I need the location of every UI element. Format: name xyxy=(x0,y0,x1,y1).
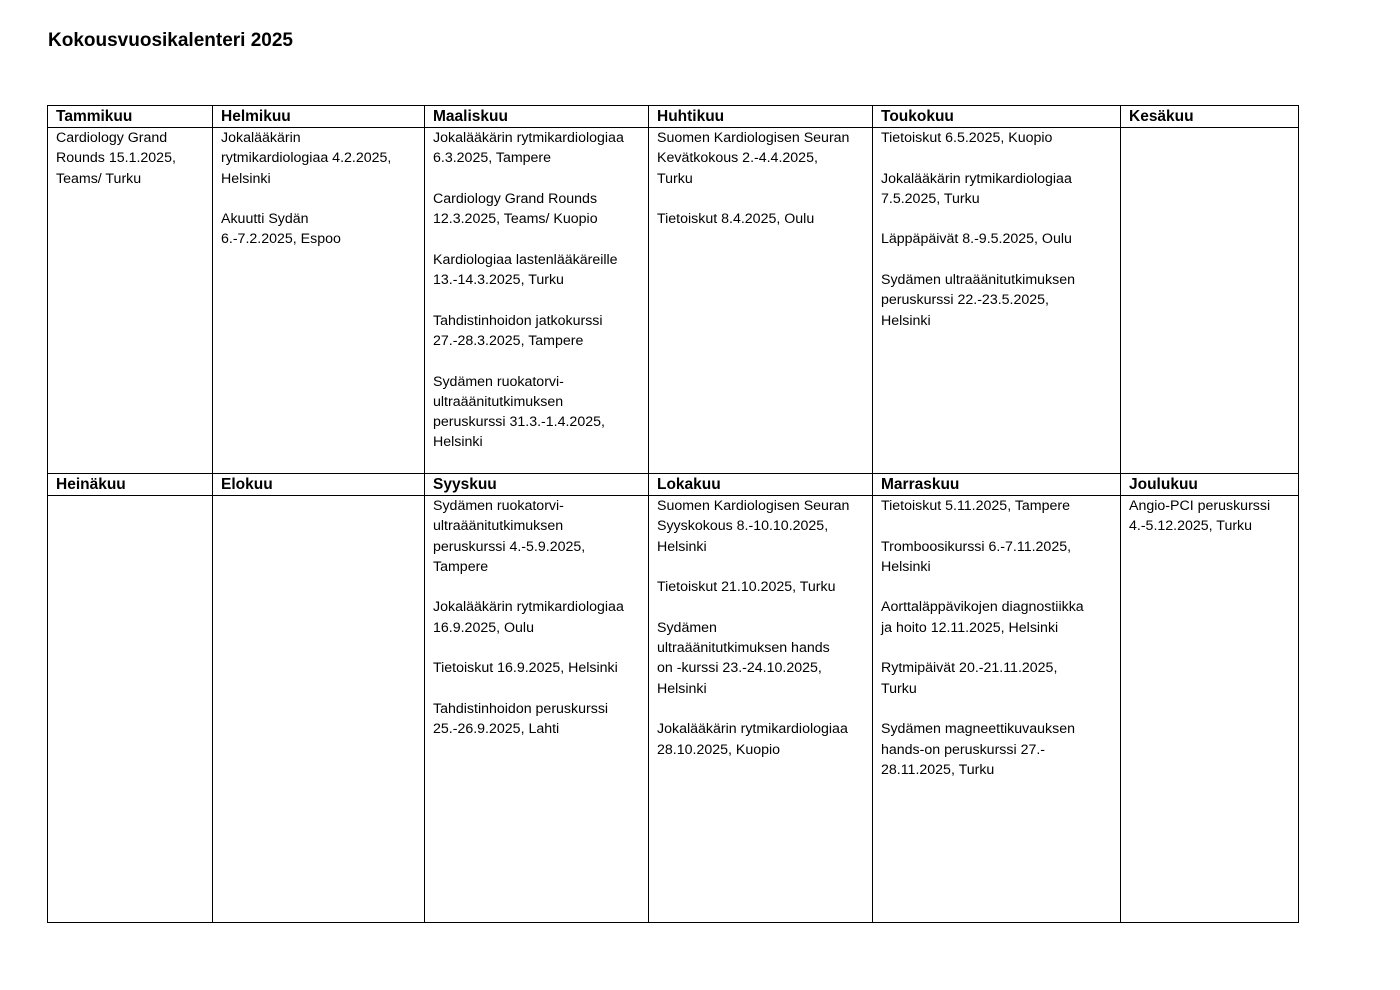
month-header-row xyxy=(48,106,1299,128)
event-entry: Tietoiskut 21.10.2025, Turku xyxy=(657,579,836,596)
month-header-row xyxy=(48,474,1299,496)
month-events-row xyxy=(48,128,1299,474)
month-events-cell xyxy=(873,128,1121,474)
event-entry: Suomen Kardiologisen Seuran Kevätkokous 2.-4.4.2025, Turku xyxy=(657,130,850,187)
month-events-row xyxy=(48,496,1299,923)
month-header: Maaliskuu xyxy=(425,106,649,128)
month-header: Joulukuu xyxy=(1121,474,1299,496)
event-entry: Angio-PCI peruskurssi 4.-5.12.2025, Turku xyxy=(1129,498,1271,535)
event-entry: Sydämen ruokatorvi- ultraäänitutkimuksen peruskurssi 31.3.-1.4.2025, Helsinki xyxy=(433,373,605,451)
month-events-cell xyxy=(425,496,649,923)
event-entry: Tromboosikurssi 6.-7.11.2025, Helsinki xyxy=(881,538,1072,575)
month-events-cell xyxy=(1121,128,1299,474)
month-events-cell xyxy=(213,496,425,923)
month-header: Helmikuu xyxy=(213,106,425,128)
month-header: Tammikuu xyxy=(48,106,213,128)
event-entry: Akuutti Sydän 6.-7.2.2025, Espoo xyxy=(221,211,341,248)
month-events-cell xyxy=(873,496,1121,923)
event-entry: Sydämen ruokatorvi- ultraäänitutkimuksen peruskurssi 4.-5.9.2025, Tampere xyxy=(433,498,586,575)
event-entry: Tahdistinhoidon jatkokurssi 27.-28.3.2025, Tampere xyxy=(433,312,603,349)
month-header: Syyskuu xyxy=(425,474,649,496)
event-entry: Rytmipäivät 20.-21.11.2025, Turku xyxy=(881,660,1058,697)
month-header: Lokakuu xyxy=(649,474,873,496)
event-entry: Tietoiskut 8.4.2025, Oulu xyxy=(657,211,815,228)
event-entry: Cardiology Grand Rounds 15.1.2025, Teams/ Turku xyxy=(56,130,176,187)
month-header: Huhtikuu xyxy=(649,106,873,128)
month-header: Toukokuu xyxy=(873,106,1121,128)
event-entry: Jokalääkärin rytmikardiologiaa 28.10.2025, Kuopio xyxy=(657,721,848,758)
event-entry: Jokalääkärin rytmikardiologiaa 16.9.2025, Oulu xyxy=(433,599,624,636)
event-entry: Suomen Kardiologisen Seuran Syyskokous 8.-10.10.2025, Helsinki xyxy=(657,498,850,555)
event-entry: Aorttaläppävikojen diagnostiikka ja hoito 12.11.2025, Helsinki xyxy=(881,599,1084,636)
event-entry: Tietoiskut 16.9.2025, Helsinki xyxy=(433,660,618,677)
meeting-calendar-table xyxy=(47,105,1299,923)
month-events-cell xyxy=(1121,496,1299,923)
month-events-cell xyxy=(425,128,649,474)
event-entry: Jokalääkärin rytmikardiologiaa 7.5.2025, Turku xyxy=(881,170,1072,207)
event-entry: Kardiologiaa lastenlääkäreille 13.-14.3.2025, Turku xyxy=(433,251,618,289)
month-header: Elokuu xyxy=(213,474,425,496)
event-entry: Sydämen magneettikuvauksen hands-on peruskurssi 27.- 28.11.2025, Turku xyxy=(881,721,1076,778)
event-entry: Sydämen ultraäänitutkimuksen hands on -kurssi 23.-24.10.2025, Helsinki xyxy=(657,619,830,697)
event-entry: Tietoiskut 5.11.2025, Tampere xyxy=(881,498,1071,514)
month-events-cell xyxy=(48,128,213,474)
month-events-cell xyxy=(649,128,873,474)
event-entry: Sydämen ultraäänitutkimuksen peruskurssi 22.-23.5.2025, Helsinki xyxy=(881,272,1075,329)
event-entry: Jokalääkärin rytmikardiologiaa 6.3.2025, Tampere xyxy=(433,130,624,167)
month-events-cell xyxy=(213,128,425,474)
month-header: Kesäkuu xyxy=(1121,106,1299,128)
page-title: Kokousvuosikalenteri 2025 xyxy=(48,30,293,51)
event-entry: Läppäpäivät 8.-9.5.2025, Oulu xyxy=(881,231,1072,248)
month-header: Heinäkuu xyxy=(48,474,213,496)
event-entry: Tietoiskut 6.5.2025, Kuopio xyxy=(881,130,1053,146)
month-events-cell xyxy=(649,496,873,923)
month-events-cell xyxy=(48,496,213,923)
event-entry: Jokalääkärin rytmikardiologiaa 4.2.2025, Helsinki xyxy=(221,130,392,187)
month-header: Marraskuu xyxy=(873,474,1121,496)
event-entry: Tahdistinhoidon peruskurssi 25.-26.9.2025, Lahti xyxy=(433,700,609,738)
event-entry: Cardiology Grand Rounds 12.3.2025, Teams/ Kuopio xyxy=(433,190,598,228)
